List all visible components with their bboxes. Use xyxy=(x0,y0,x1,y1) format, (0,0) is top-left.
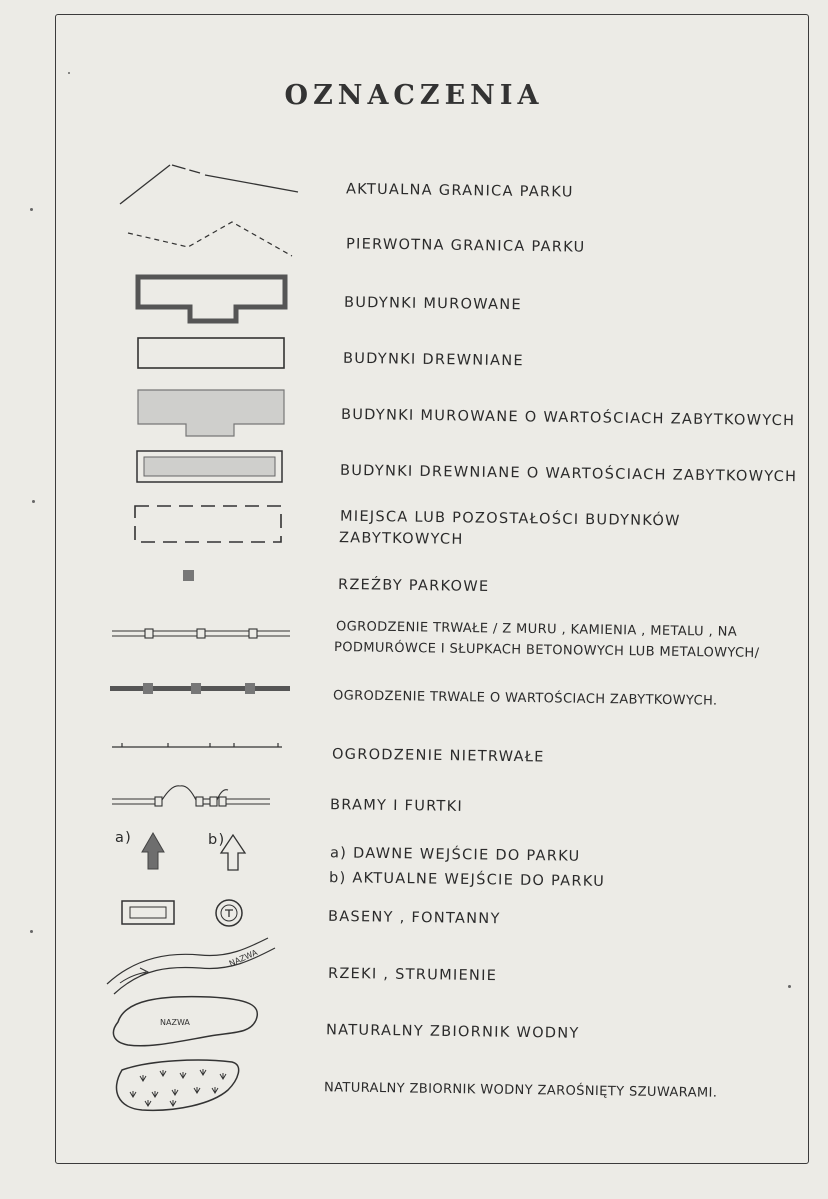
scan-speck xyxy=(788,985,791,988)
sculpture-icon xyxy=(183,570,194,581)
scan-speck xyxy=(30,930,33,933)
entrance-marker-a: a) xyxy=(115,830,133,846)
entrance-marker-b: b) xyxy=(208,832,226,848)
legend-label-masonry-buildings: BUDYNKI MUROWANE xyxy=(343,294,523,314)
permanent-fence-icon xyxy=(112,629,290,638)
legend-label-reedy-lake: NATURALNY ZBIORNIK WODNY ZAROŚNIĘTY SZUWARAMI. xyxy=(323,1080,718,1101)
building-remains-icon xyxy=(135,506,281,542)
original-boundary-line-icon xyxy=(128,222,292,256)
historic-masonry-building-icon xyxy=(138,390,284,436)
scan-speck xyxy=(30,208,33,211)
historic-wooden-building-icon xyxy=(137,451,282,482)
legend-label-permanent-fence: OGRODZENIE TRWAŁE / Z MURU , KAMIENIA , METALU , NA xyxy=(335,619,738,640)
legend-label-wooden-buildings: BUDYNKI DREWNIANE xyxy=(342,350,525,370)
legend-label-building-remains-line2: ZABYTKOWYCH xyxy=(338,530,464,548)
legend-label-building-remains: MIEJSCA LUB POZOSTAŁOŚCI BUDYNKÓW xyxy=(339,508,681,530)
lake-name-label: NAZWA xyxy=(160,1018,190,1027)
legend-label-permanent-fence-line2: PODMURÓWCE I SŁUPKACH BETONOWYCH LUB METALOWYCH/ xyxy=(333,640,760,661)
legend-label-gates: BRAMY I FURTKI xyxy=(329,797,464,815)
reedy-lake-icon xyxy=(116,1060,238,1110)
legend-label-natural-lake: NATURALNY ZBIORNIK WODNY xyxy=(325,1022,580,1042)
legend-label-pools-fountains: BASENY , FONTANNY xyxy=(327,908,501,928)
wooden-building-icon xyxy=(138,338,284,368)
legend-label-historic-fence: OGRODZENIE TRWALE O WARTOŚCIACH ZABYTKOWYCH. xyxy=(332,688,718,709)
legend-label-historic-wooden-buildings: BUDYNKI DREWNIANE O WARTOŚCIACH ZABYTKOWYCH xyxy=(339,462,798,486)
legend-label-temporary-fence: OGRODZENIE NIETRWAŁE xyxy=(331,746,545,766)
legend-label-sculptures: RZEŹBY PARKOWE xyxy=(337,576,490,596)
page-title: OZNACZENIA xyxy=(284,80,544,111)
scan-speck xyxy=(68,72,70,74)
pool-fountain-icon xyxy=(122,900,242,926)
current-boundary-line-icon xyxy=(120,165,298,204)
scan-speck xyxy=(32,500,35,503)
temporary-fence-icon xyxy=(112,743,282,747)
entrance-arrows-icon xyxy=(142,833,245,870)
legend-label-original-boundary: PIERWOTNA GRANICA PARKU xyxy=(345,236,586,256)
river-icon xyxy=(107,938,275,994)
legend-label-historic-masonry-buildings: BUDYNKI MUROWANE O WARTOŚCIACH ZABYTKOWYCH xyxy=(340,406,796,430)
legend-label-current-boundary: AKTUALNA GRANICA PARKU xyxy=(345,181,574,201)
legend-label-current-entrance: b) AKTUALNE WEJŚCIE DO PARKU xyxy=(328,870,606,890)
masonry-building-icon xyxy=(138,277,285,321)
river-name-label: NAZWA xyxy=(227,947,259,969)
legend-label-former-entrance: a) DAWNE WEJŚCIE DO PARKU xyxy=(329,845,581,865)
historic-fence-icon xyxy=(110,683,290,694)
legend-label-rivers: RZEKI , STRUMIENIE xyxy=(327,965,498,985)
gate-icon xyxy=(112,786,270,806)
